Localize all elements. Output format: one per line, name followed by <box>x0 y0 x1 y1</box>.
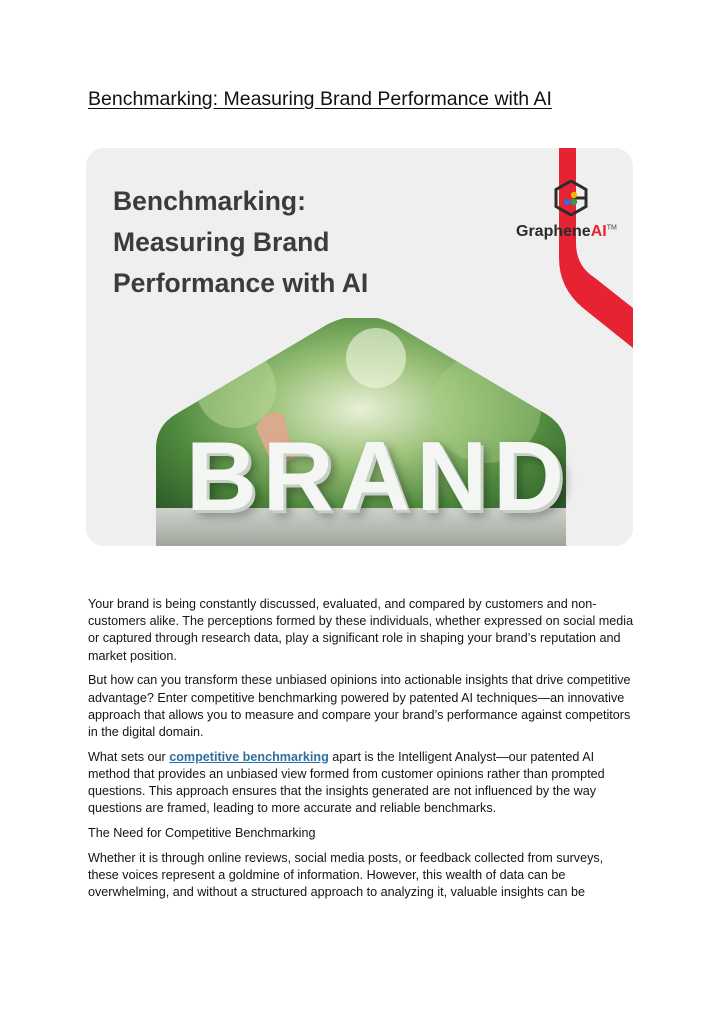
hero-heading-line-1: Benchmarking: <box>113 186 306 216</box>
paragraph-2: But how can you transform these unbiased opinions into actionable insights that drive competitive advantage? Enter competitive benchmarking powered by patented AI techniques—an innovative approach that allows you to measure and compare your brand’s performance against competitors in the digital domain. <box>88 673 631 739</box>
section-heading: The Need for Competitive Benchmarking <box>88 825 316 840</box>
hero-image <box>86 148 633 546</box>
competitive-benchmarking-link[interactable]: competitive benchmarking <box>169 749 329 764</box>
hero-heading-line-3: Performance with AI <box>113 268 369 298</box>
hero-heading-line-2: Measuring Brand <box>113 227 330 257</box>
graphene-logo-icon <box>554 180 588 216</box>
article-body <box>88 596 636 909</box>
hero-heading <box>113 181 368 304</box>
paragraph-3: What sets our competitive benchmarking apart is the Intelligent Analyst—our patented AI method that provides an unbiased view formed from customer opinions rather than prompted questions. This approach ensures that the insights generated are not influenced by the way questions are framed, leading to more accurate and reliable benchmarks. <box>88 749 605 816</box>
paragraph-4: Whether it is through online reviews, social media posts, or feedback collected from surveys, these voices represent a goldmine of information. However, this wealth of data can be overwhelming, and without a structured approach to analyzing it, valuable insights can be <box>88 850 604 900</box>
logo-wordmark: GrapheneAI™ <box>516 223 617 240</box>
paragraph-1: Your brand is being constantly discussed, evaluated, and compared by customers and non-customers alike. The perceptions formed by these individuals, whether expressed on social media or captured through research data, play a significant role in shaping your brand’s reputation and market position. <box>88 597 634 663</box>
graphene-ai-logo <box>516 178 626 248</box>
page-title: Benchmarking: Measuring Brand Performance with AI <box>88 88 552 110</box>
brand-block-letters: BRAND <box>186 421 570 531</box>
